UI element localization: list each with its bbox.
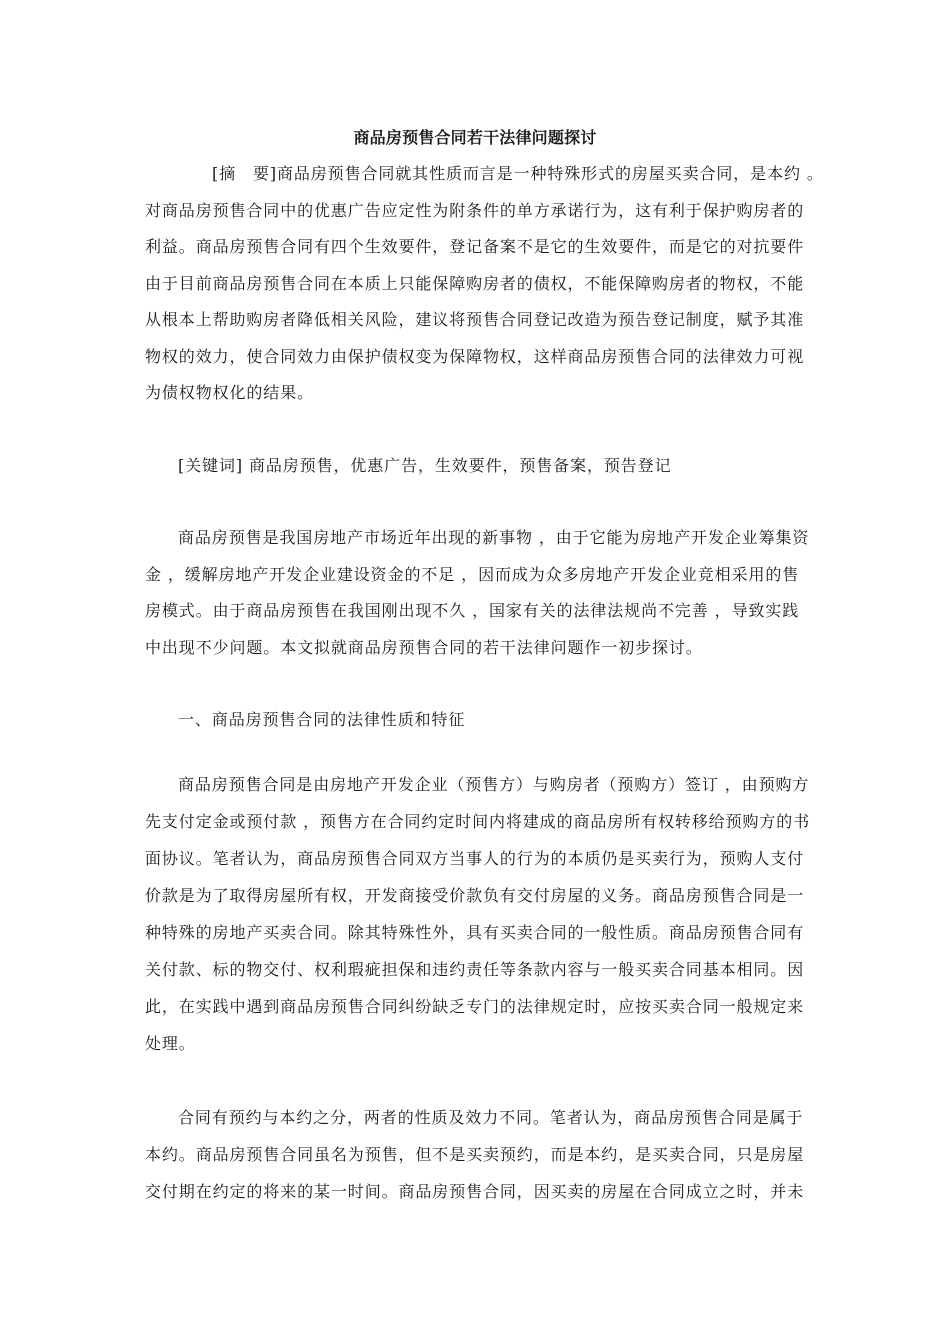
paragraph-line: 面协议。笔者认为，商品房预售合同双方当事人的行为的本质仍是买卖行为，预购人支付	[145, 849, 805, 868]
paragraph-line: 商品房预售合同是由房地产开发企业（预售方）与购房者（预购方）签订 ，由预购方	[178, 775, 810, 794]
abstract-line: 利益。商品房预售合同有四个生效要件，登记备案不是它的生效要件，而是它的对抗要件	[145, 237, 805, 256]
intro-line: 房模式。由于商品房预售在我国刚出现不久 ，国家有关的法律法规尚不完善 ，导致实践	[145, 601, 800, 620]
paragraph-line: 处理。	[145, 1034, 196, 1053]
paragraph-line: 此，在实践中遇到商品房预售合同纠纷缺乏专门的法律规定时，应按买卖合同一般规定来	[145, 997, 805, 1016]
abstract-line: 对商品房预售合同中的优惠广告应定性为附条件的单方承诺行为，这有利于保护购房者的	[145, 201, 805, 220]
abstract-line: 从根本上帮助购房者降低相关风险，建议将预售合同登记改造为预告登记制度，赋予其准	[145, 310, 805, 329]
paragraph-line: 价款是为了取得房屋所有权，开发商接受价款负有交付房屋的义务。商品房预售合同是一	[145, 886, 805, 905]
intro-line: 商品房预售是我国房地产市场近年出现的新事物 ，由于它能为房地产开发企业筹集资	[178, 528, 810, 547]
paragraph-line: 合同有预约与本约之分，两者的性质及效力不同。笔者认为，商品房预售合同是属于	[178, 1108, 804, 1127]
intro-line: 金 ，缓解房地产开发企业建设资金的不足 ，因而成为众多房地产开发企业竞相采用的售	[145, 565, 800, 584]
paragraph-line: 交付期在约定的将来的某一时间。商品房预售合同，因买卖的房屋在合同成立之时，并未	[145, 1182, 805, 1201]
abstract-line: 由于目前商品房预售合同在本质上只能保障购房者的债权，不能保障购房者的物权，不能	[145, 274, 805, 293]
keywords-line: [关键词] 商品房预售，优惠广告，生效要件，预售备案，预告登记	[178, 456, 672, 475]
paragraph-line: 先支付定金或预付款 ，预售方在合同约定时间内将建成的商品房所有权转移给预购方的书	[145, 812, 811, 831]
document-title: 商品房预售合同若干法律问题探讨	[353, 128, 597, 147]
section-heading: 一、商品房预售合同的法律性质和特征	[178, 710, 466, 729]
paragraph-line: 本约。商品房预售合同虽名为预售，但不是买卖预约，而是本约，是买卖合同，只是房屋	[145, 1145, 805, 1164]
paragraph-line: 种特殊的房地产买卖合同。除其特殊性外，具有买卖合同的一般性质。商品房预售合同有	[145, 923, 805, 942]
abstract-line: [摘 要]商品房预售合同就其性质而言是一种特殊形式的房屋买卖合同，是本约 。	[212, 164, 824, 183]
abstract-line: 物权的效力，使合同效力由保护债权变为保障物权，这样商品房预售合同的法律效力可视	[145, 347, 805, 366]
paragraph-line: 关付款、标的物交付、权利瑕疵担保和违约责任等条款内容与一般买卖合同基本相同。因	[145, 960, 805, 979]
abstract-line: 为债权物权化的结果。	[145, 383, 315, 402]
intro-line: 中出现不少问题。本文拟就商品房预售合同的若干法律问题作一初步探讨。	[145, 638, 703, 657]
